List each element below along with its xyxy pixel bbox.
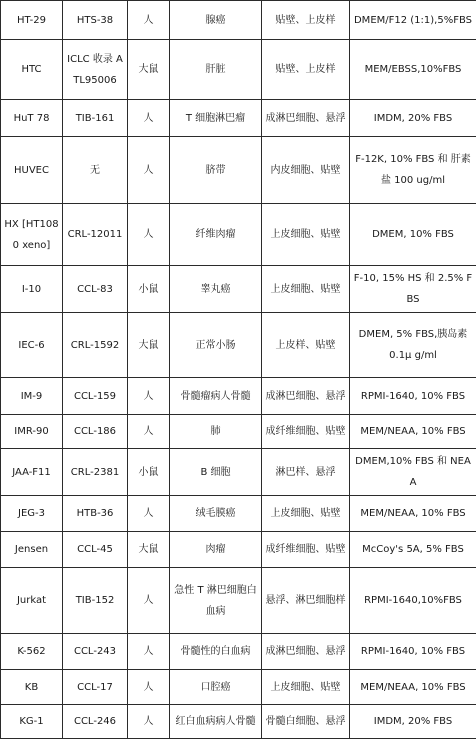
culture-medium: DMEM/F12 (1:1),5%FBS [350,1,476,40]
cell-line-name: HT-29 [1,1,63,40]
atcc-number: HTB-36 [63,496,128,532]
species: 小鼠 [128,266,170,313]
cell-line-name: KG-1 [1,705,63,739]
table-row [1,378,476,415]
table-row [1,266,476,313]
culture-medium: McCoy's 5A, 5% FBS [350,532,476,568]
table-body [1,1,476,739]
species: 人 [128,670,170,705]
species: 小鼠 [128,449,170,496]
table-row [1,532,476,568]
atcc-number: CCL-45 [63,532,128,568]
atcc-number: TIB-152 [63,568,128,634]
tissue-origin: T 细胞淋巴瘤 [170,100,262,137]
culture-medium: IMDM, 20% FBS [350,100,476,137]
culture-medium: RPMI-1640,10%FBS [350,568,476,634]
culture-medium: RPMI-1640, 10% FBS [350,634,476,670]
cell-line-name: IMR-90 [1,415,63,449]
table-row [1,100,476,137]
species: 人 [128,496,170,532]
culture-medium: DMEM, 5% FBS,胰岛素 0.1μ g/ml [350,313,476,378]
table-row [1,634,476,670]
cell-line-name: HuT 78 [1,100,63,137]
cell-line-name: I-10 [1,266,63,313]
morphology: 淋巴样、悬浮 [262,449,350,496]
morphology: 骨髓白细胞、悬浮 [262,705,350,739]
table-row [1,496,476,532]
table-row [1,204,476,266]
tissue-origin: 睾丸癌 [170,266,262,313]
cell-line-name: Jensen [1,532,63,568]
tissue-origin: 腺癌 [170,1,262,40]
morphology: 成纤维细胞、贴壁 [262,415,350,449]
tissue-origin: 骨髓瘤病人骨髓 [170,378,262,415]
species: 人 [128,100,170,137]
atcc-number: ICLC 收录 ATL95006 [63,40,128,100]
cell-line-name: JAA-F11 [1,449,63,496]
cell-line-name: HTC [1,40,63,100]
morphology: 上皮细胞、贴壁 [262,670,350,705]
tissue-origin: 急性 T 淋巴细胞白血病 [170,568,262,634]
morphology: 上皮样、贴壁 [262,313,350,378]
culture-medium: F-10, 15% HS 和 2.5% FBS [350,266,476,313]
culture-medium: DMEM, 10% FBS [350,204,476,266]
species: 大鼠 [128,313,170,378]
morphology: 悬浮、淋巴细胞样 [262,568,350,634]
atcc-number: HTS-38 [63,1,128,40]
species: 人 [128,705,170,739]
cell-line-name: HUVEC [1,137,63,204]
cell-line-name: IM-9 [1,378,63,415]
atcc-number: CCL-246 [63,705,128,739]
atcc-number: CCL-83 [63,266,128,313]
species: 大鼠 [128,532,170,568]
table-row [1,40,476,100]
morphology: 成淋巴细胞、悬浮 [262,634,350,670]
culture-medium: MEM/NEAA, 10% FBS [350,415,476,449]
morphology: 成淋巴细胞、悬浮 [262,100,350,137]
cell-line-name: IEC-6 [1,313,63,378]
table-row [1,137,476,204]
tissue-origin: 纤维肉瘤 [170,204,262,266]
morphology: 上皮细胞、贴壁 [262,266,350,313]
species: 大鼠 [128,40,170,100]
culture-medium: RPMI-1640, 10% FBS [350,378,476,415]
morphology: 上皮细胞、贴壁 [262,204,350,266]
tissue-origin: 口腔癌 [170,670,262,705]
atcc-number: CRL-12011 [63,204,128,266]
culture-medium: MEM/EBSS,10%FBS [350,40,476,100]
species: 人 [128,137,170,204]
culture-medium: MEM/NEAA, 10% FBS [350,496,476,532]
cell-line-name: HX [HT1080 xeno] [1,204,63,266]
cell-line-name: Jurkat [1,568,63,634]
morphology: 贴壁、上皮样 [262,40,350,100]
atcc-number: CRL-1592 [63,313,128,378]
tissue-origin: 绒毛膜癌 [170,496,262,532]
species: 人 [128,378,170,415]
tissue-origin: 骨髓性的白血病 [170,634,262,670]
culture-medium: MEM/NEAA, 10% FBS [350,670,476,705]
tissue-origin: B 细胞 [170,449,262,496]
cell-line-name: KB [1,670,63,705]
tissue-origin: 肺 [170,415,262,449]
tissue-origin: 红白血病病人骨髓 [170,705,262,739]
morphology: 成淋巴细胞、悬浮 [262,378,350,415]
atcc-number: CCL-159 [63,378,128,415]
tissue-origin: 肉瘤 [170,532,262,568]
species: 人 [128,204,170,266]
atcc-number: CRL-2381 [63,449,128,496]
tissue-origin: 肝脏 [170,40,262,100]
tissue-origin: 脐带 [170,137,262,204]
culture-medium: DMEM,10% FBS 和 NEAA [350,449,476,496]
atcc-number: CCL-186 [63,415,128,449]
tissue-origin: 正常小肠 [170,313,262,378]
morphology: 内皮细胞、贴壁 [262,137,350,204]
table-row [1,568,476,634]
cell-line-name: JEG-3 [1,496,63,532]
culture-medium: F-12K, 10% FBS 和 肝素盐 100 ug/ml [350,137,476,204]
morphology: 上皮细胞、贴壁 [262,496,350,532]
species: 人 [128,568,170,634]
morphology: 贴壁、上皮样 [262,1,350,40]
culture-medium: IMDM, 20% FBS [350,705,476,739]
table-row [1,670,476,705]
species: 人 [128,1,170,40]
cell-line-name: K-562 [1,634,63,670]
table-row [1,415,476,449]
atcc-number: CCL-243 [63,634,128,670]
atcc-number: 无 [63,137,128,204]
atcc-number: CCL-17 [63,670,128,705]
atcc-number: TIB-161 [63,100,128,137]
species: 人 [128,634,170,670]
table-row [1,449,476,496]
table-row [1,313,476,378]
table-row [1,705,476,739]
morphology: 成纤维细胞、贴壁 [262,532,350,568]
table-row [1,1,476,40]
species: 人 [128,415,170,449]
